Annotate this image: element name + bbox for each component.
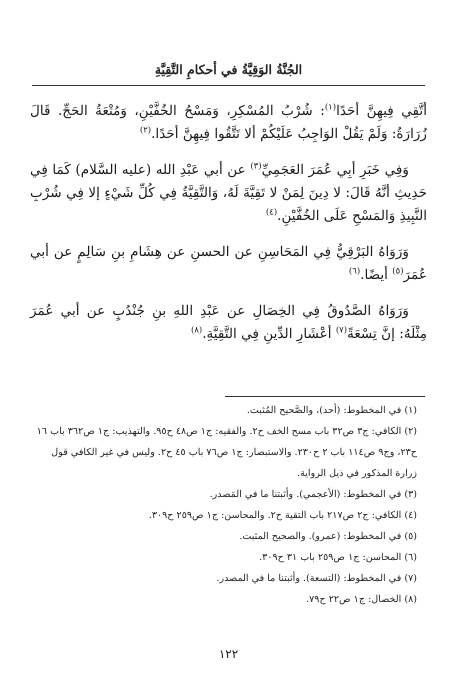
footnote-ref: (٤) bbox=[265, 207, 278, 218]
footnote-ref: (٥) bbox=[392, 266, 404, 277]
footnote-ref: (١) bbox=[324, 102, 337, 113]
footnote-ref: (٣) bbox=[250, 161, 262, 172]
text-run: : شُرْبُ المُسْكِرِ، وَمَسْحُ الخُفَّيْنِ، وَمُتْعَةُ الحَجِّ. قَالَ زُرَارَةُ: وَلَمْ يَقُلْ الوَاجِبُ عَلَيْكُمْ ألا تَتَّقُوا فِيهِنَّ أحَدًا. bbox=[30, 103, 427, 142]
footnote: (٢) الكافي: ج٣ ص٣٢ باب مسح الخف ح٢. والفقيه: ج١ ص٤٨ ح٩٥. والتهذيب: ج١ ص٣٦٢ باب ١٦ ح٢٣، وج٩ ص١١٤ باب ٢ ح٢٣٠. والاستبصار: ج١ ص٧٦ باب ٤٥ ح٢. وليس في غير الكافي قول زرارة المذكور في ذيل الرواية. bbox=[36, 426, 417, 479]
text-run: أيضًا. bbox=[360, 267, 393, 283]
footnote: (٧) في المخطوط: (التسعة). وأثبتنا ما في المصدر. bbox=[216, 573, 417, 584]
running-header: الجُنَّةُ الوَقِيَّةُ في أحكامِ التَّقِيَّةِ bbox=[154, 62, 303, 77]
text-run: عن أبي عَبْدِ الله (عليه السَّلام) كَمَا فِي حَدِيثِ أنَّهُ قَالَ: لا دِينَ لِمَنْ لا تَقِيَّةَ لَهُ، وَالتَّقِيَّةُ فِي كُلِّ شَيْءٍ إلا فِي شُرْبِ النَّبِيذِ وَالمَسْحِ عَلَى الخُفَّيْنِ. bbox=[30, 162, 427, 224]
footnote-ref: (٨) bbox=[190, 325, 203, 336]
paragraph bbox=[30, 100, 427, 146]
text-run: أتَّقِي فِيهِنَّ أحَدًا bbox=[336, 103, 427, 119]
footnote-divider bbox=[225, 396, 425, 397]
footnotes bbox=[32, 400, 417, 610]
footnote-ref: (٦) bbox=[348, 266, 361, 277]
footnote: (١) في المخطوط: (أحد)، والصَّحيح المُثبت. bbox=[246, 405, 417, 416]
text-run: وَرَوَاهُ الصَّدُوقُ فِي الخِصَالِ عن عَبْدِ اللهِ بنِ جُنْدُبٍ عن أبي عُمَرَ مِثْلَهُ: إنَّ تِسْعَةً bbox=[30, 303, 427, 342]
footnote: (٣) في المخطوط: (الأعجمي). وأثبتنا ما في المَصدر. bbox=[209, 489, 417, 500]
page-number: ١٢٢ bbox=[218, 647, 239, 661]
footnote: (٨) الخصال: ج١ ص٢٢ ح٧٩. bbox=[306, 594, 417, 605]
footnote-ref: (٧) bbox=[335, 325, 348, 336]
text-run: وَفِي خَبَرِ أبِي عُمَرَ العَجَمِيِّ bbox=[261, 162, 409, 178]
footnote: (٤) الكافي: ج٢ ص٢١٧ باب التقية ح٢. والمحاسن: ج١ ص٢٥٩ ح٣٠٩. bbox=[148, 510, 417, 521]
text-run: وَرَوَاهُ البَرْقِيُّ فِي المَحَاسِنِ عن الحسنِ عن هِشَامِ بنِ سَالِمٍ عن أبي عُمَرَ bbox=[30, 244, 427, 283]
main-text bbox=[30, 100, 427, 359]
text-run: أعْشَارِ الدِّينِ فِي التَّقِيَّةِ. bbox=[202, 326, 336, 342]
footnote: (٦) المحاسن: ج١ ص٢٥٩ باب ٣١ ح٣٠٩. bbox=[259, 552, 417, 563]
header-divider bbox=[32, 85, 425, 86]
footnote: (٥) في المخطوط: (عمرو). والصحيح المثبت. bbox=[239, 531, 417, 542]
paragraph bbox=[30, 300, 427, 346]
footnote-ref: (٢) bbox=[139, 125, 152, 136]
paragraph bbox=[30, 159, 427, 228]
paragraph bbox=[30, 241, 427, 287]
